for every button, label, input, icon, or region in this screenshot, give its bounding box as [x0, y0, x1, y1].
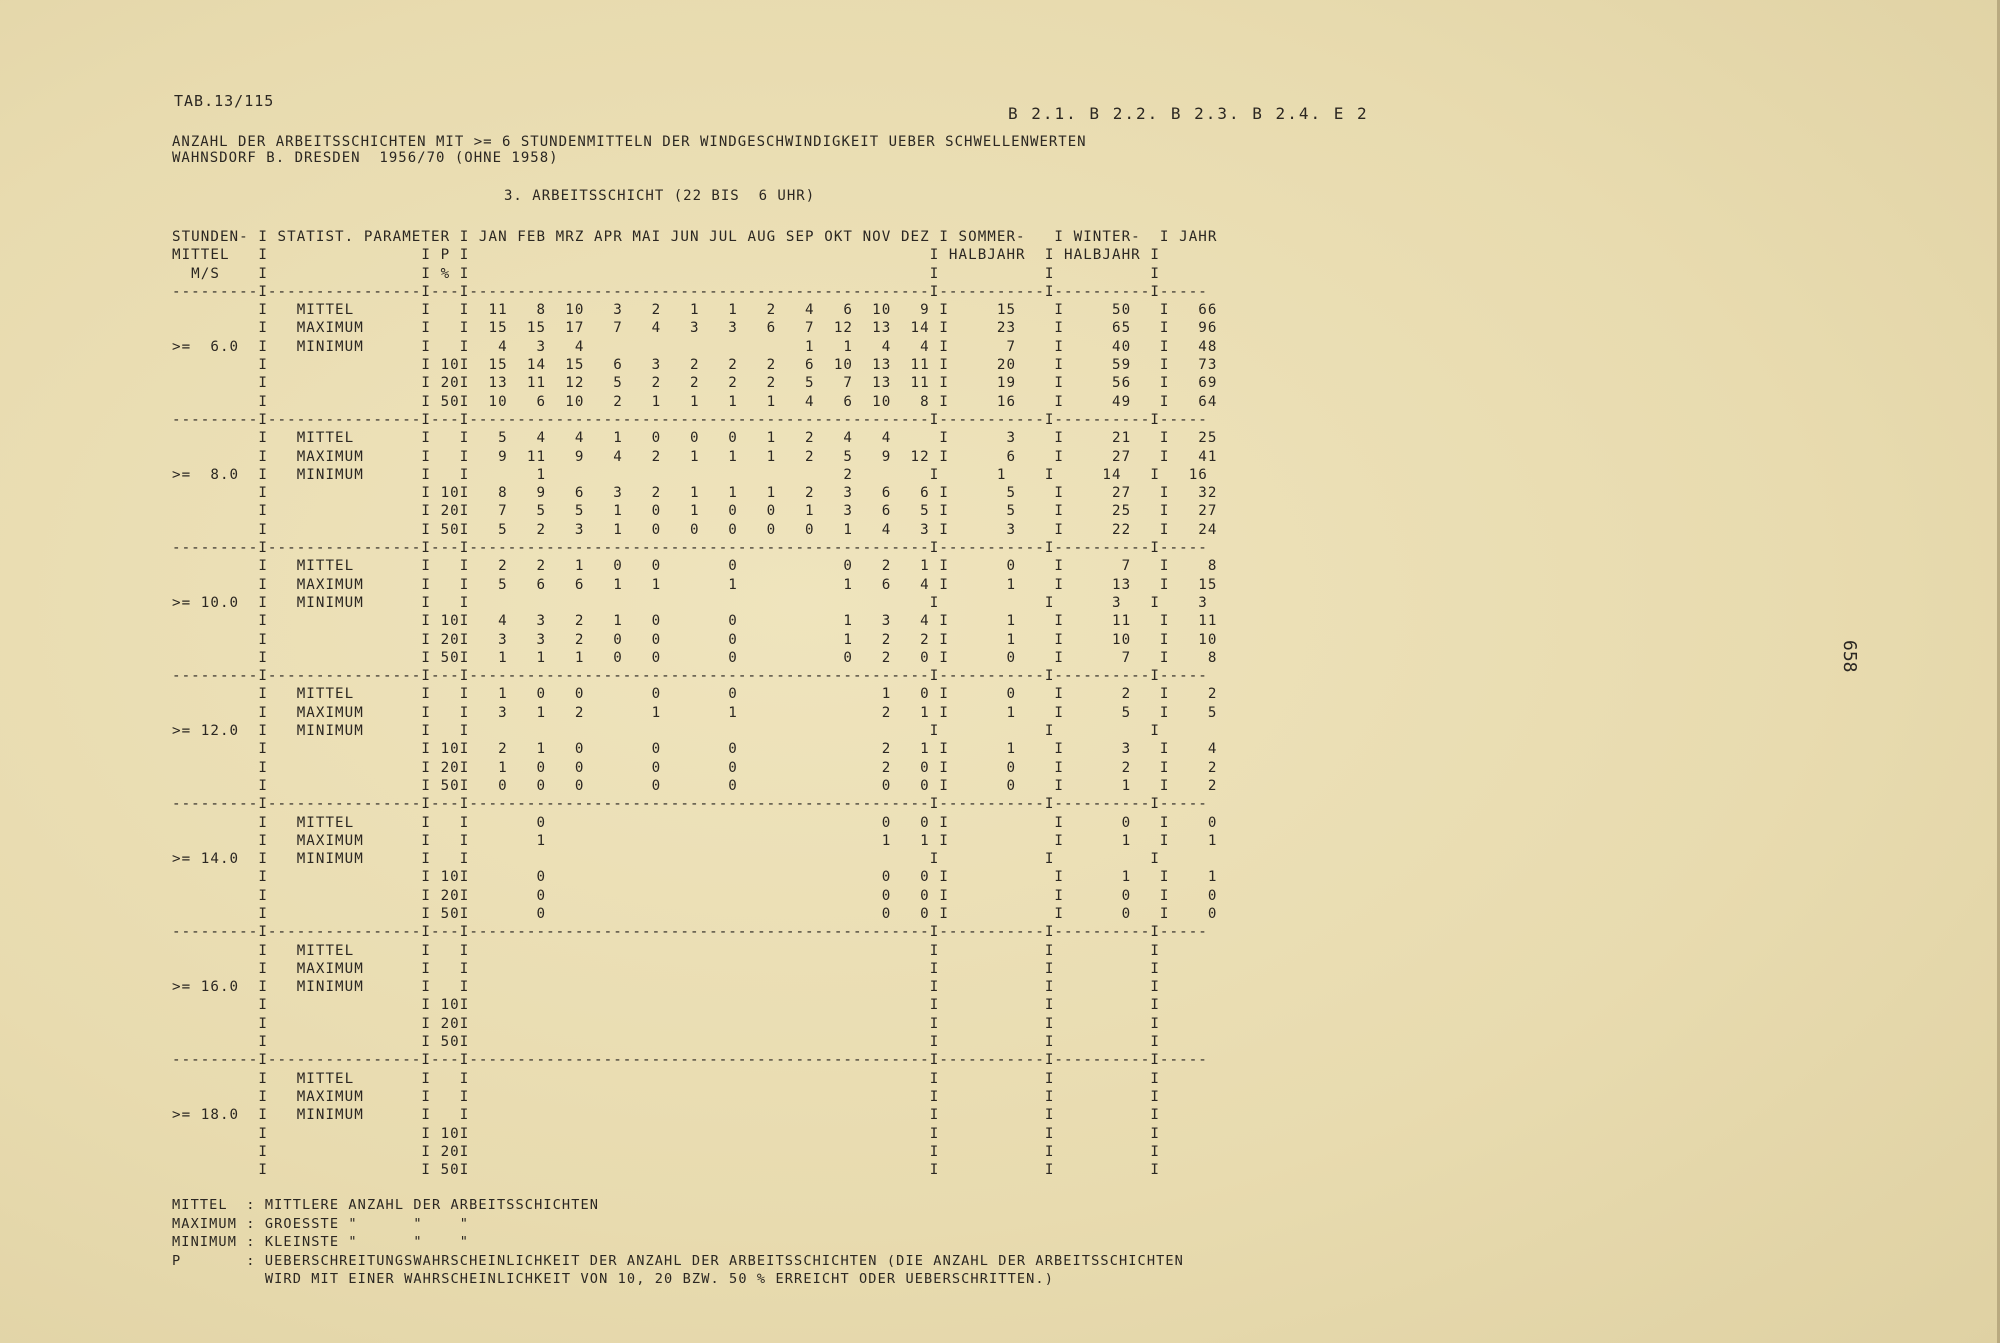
- table-id: TAB.13/115: [174, 92, 275, 110]
- table-row: I I 20I 13 11 12 5 2 2 2 2 5 7 13 11 I 19 I 56 I 69: [172, 375, 1218, 392]
- table-row: I MITTEL I I 5 4 4 1 0 0 0 1 2 4 4 I 3 I 21 I 25: [172, 430, 1218, 447]
- table-row: I I 10I 0 0 0 I I 1 I 1: [172, 869, 1218, 886]
- table-row: I MITTEL I I I I I: [172, 1070, 1160, 1087]
- legend-line: WIRD MIT EINER WAHRSCHEINLICHKEIT VON 10, 20 BZW. 50 % ERREICHT ODER UEBERSCHRITTEN.): [172, 1271, 1054, 1287]
- table-row: I I 20I 1 0 0 0 0 2 0 I 0 I 2 I 2: [172, 759, 1218, 776]
- table-row: I MAXIMUM I I 9 11 9 4 2 1 1 1 2 5 9 12 I 6 I 27 I 41: [172, 448, 1218, 465]
- table-row: I I 20I 7 5 5 1 0 1 0 0 1 3 6 5 I 5 I 25 I 27: [172, 503, 1218, 520]
- table-row: ---------I----------------I---I------------------------------------------------I-----------I----------I-----: [172, 411, 1208, 428]
- table-row: I I 50I 10 6 10 2 1 1 1 1 4 6 10 8 I 16 I 49 I 64: [172, 393, 1218, 410]
- table-row: I MAXIMUM I I 5 6 6 1 1 1 1 6 4 I 1 I 13 I 15: [172, 576, 1218, 593]
- shift-subtitle: 3. ARBEITSSCHICHT (22 BIS 6 UHR): [504, 188, 816, 204]
- table-row: >= 14.0 I MINIMUM I I I I I: [172, 851, 1160, 868]
- table-row: I I 10I 8 9 6 3 2 1 1 1 2 3 6 6 I 5 I 27 I 32: [172, 485, 1218, 502]
- table-row: I I 50I 0 0 0 I I 0 I 0: [172, 905, 1218, 922]
- document-title: [172, 134, 1087, 166]
- legend: [172, 1196, 1184, 1289]
- table-row: I I 10I 15 14 15 6 3 2 2 2 6 10 13 11 I 20 I 59 I 73: [172, 357, 1218, 374]
- table-row: ---------I----------------I---I------------------------------------------------I-----------I----------I-----: [172, 283, 1208, 300]
- table-row: >= 10.0 I MINIMUM I I I I 3 I 3: [172, 594, 1208, 611]
- table-row: I MAXIMUM I I I I I: [172, 960, 1160, 977]
- legend-line: MINIMUM : KLEINSTE " " ": [172, 1234, 470, 1250]
- table-row: >= 8.0 I MINIMUM I I 1 2 I 1 I 14 I 16: [172, 466, 1208, 483]
- table-row: >= 18.0 I MINIMUM I I I I I: [172, 1107, 1160, 1124]
- table-row: I I 20I 3 3 2 0 0 0 1 2 2 I 1 I 10 I 10: [172, 631, 1218, 648]
- table-row: I MAXIMUM I I 3 1 2 1 1 2 1 I 1 I 5 I 5: [172, 704, 1218, 721]
- table-row: I MAXIMUM I I 15 15 17 7 4 3 3 6 7 12 13 14 I 23 I 65 I 96: [172, 320, 1218, 337]
- table-row: ---------I----------------I---I------------------------------------------------I-----------I----------I-----: [172, 924, 1208, 941]
- table-row: I I 50I I I I: [172, 1034, 1160, 1051]
- table-row: I I 10I I I I: [172, 1125, 1160, 1142]
- table-row: I I 50I 0 0 0 0 0 0 0 I 0 I 1 I 2: [172, 777, 1218, 794]
- table-row: I MAXIMUM I I I I I: [172, 1088, 1160, 1105]
- table-row: ---------I----------------I---I------------------------------------------------I-----------I----------I-----: [172, 796, 1208, 813]
- legend-line: MAXIMUM : GROESSTE " " ": [172, 1215, 470, 1232]
- table-row: ---------I----------------I---I------------------------------------------------I-----------I----------I-----: [172, 540, 1208, 557]
- table-row: I I 20I I I I: [172, 1015, 1160, 1032]
- legend-line: P : UEBERSCHREITUNGSWAHRSCHEINLICHKEIT DER ANZAHL DER ARBEITSSCHICHTEN (DIE ANZAHL DER ARBEITSSCHICHTEN: [172, 1252, 1184, 1269]
- table-row: I I 50I 1 1 1 0 0 0 0 2 0 I 0 I 7 I 8: [172, 649, 1218, 666]
- table-row: >= 12.0 I MINIMUM I I I I I: [172, 723, 1160, 740]
- table-row: >= 16.0 I MINIMUM I I I I I: [172, 979, 1160, 996]
- title-line-2: WAHNSDORF B. DRESDEN 1956/70 (OHNE 1958): [172, 150, 559, 166]
- title-line-1: ANZAHL DER ARBEITSSCHICHTEN MIT >= 6 STUNDENMITTELN DER WINDGESCHWINDIGKEIT UEBER SCHWELLENWERTEN: [172, 134, 1087, 150]
- table-row: I MITTEL I I I I I: [172, 942, 1160, 959]
- table-row: I MAXIMUM I I 1 1 1 I I 1 I 1: [172, 832, 1218, 849]
- table-row: I MITTEL I I 11 8 10 3 2 1 1 2 4 6 10 9 I 15 I 50 I 66: [172, 302, 1218, 319]
- table-row: ---------I----------------I---I------------------------------------------------I-----------I----------I-----: [172, 1052, 1208, 1069]
- table-row: I MITTEL I I 2 2 1 0 0 0 0 2 1 I 0 I 7 I 8: [172, 558, 1218, 575]
- table-row: I I 10I I I I: [172, 997, 1160, 1014]
- table-row: M/S I I % I I I I: [172, 265, 1160, 282]
- table-row: I I 10I 4 3 2 1 0 0 1 3 4 I 1 I 11 I 11: [172, 613, 1218, 630]
- table-row: I I 10I 2 1 0 0 0 2 1 I 1 I 3 I 4: [172, 741, 1218, 758]
- table-row: I I 50I I I I: [172, 1162, 1160, 1179]
- table-row: I MITTEL I I 0 0 0 I I 0 I 0: [172, 814, 1218, 831]
- table-row: I MITTEL I I 1 0 0 0 0 1 0 I 0 I 2 I 2: [172, 686, 1218, 703]
- table-row: MITTEL I I P I I HALBJAHR I HALBJAHR I: [172, 247, 1160, 264]
- table-row: I I 20I 0 0 0 I I 0 I 0: [172, 887, 1218, 904]
- page-number: 658: [1839, 640, 1860, 673]
- table-row: I I 50I 5 2 3 1 0 0 0 0 0 1 4 3 I 3 I 22 I 24: [172, 521, 1218, 538]
- reference-codes: B 2.1. B 2.2. B 2.3. B 2.4. E 2: [1008, 104, 1369, 123]
- table-row: STUNDEN- I STATIST. PARAMETER I JAN FEB MRZ APR MAI JUN JUL AUG SEP OKT NOV DEZ I SOMMER- I WINTER- I JAHR: [172, 229, 1218, 245]
- legend-line: MITTEL : MITTLERE ANZAHL DER ARBEITSSCHICHTEN: [172, 1197, 600, 1213]
- table-row: I I 20I I I I: [172, 1143, 1160, 1160]
- table-row: >= 6.0 I MINIMUM I I 4 3 4 1 1 4 4 I 7 I 40 I 48: [172, 338, 1218, 355]
- table-row: ---------I----------------I---I------------------------------------------------I-----------I----------I-----: [172, 668, 1208, 685]
- data-table: [172, 228, 1217, 1179]
